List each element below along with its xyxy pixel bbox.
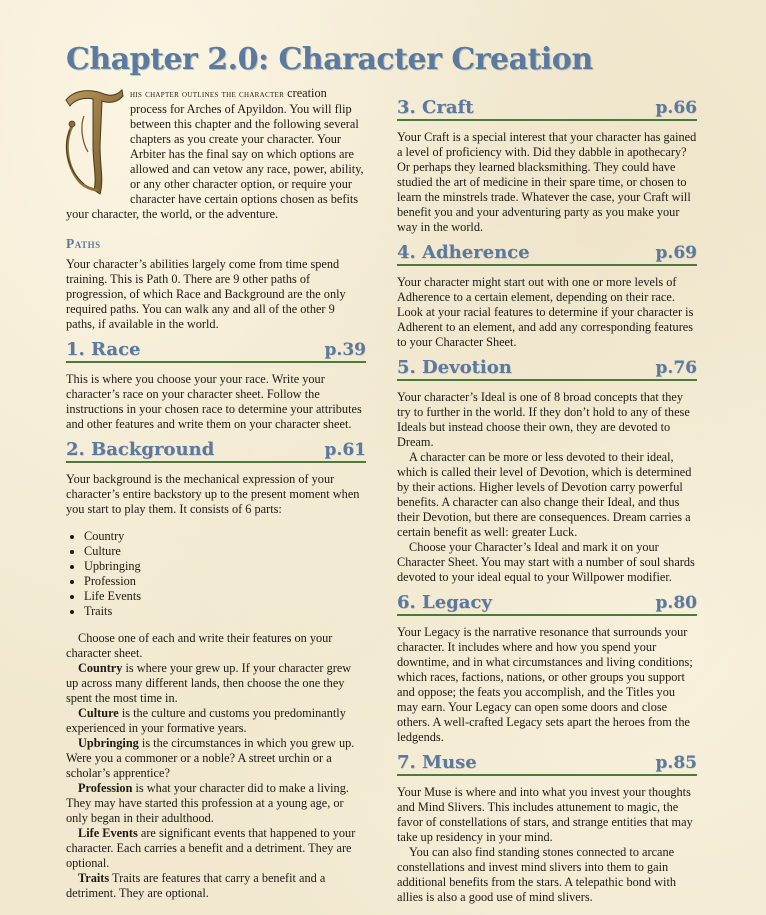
left-column (66, 86, 366, 901)
race-heading (66, 340, 366, 363)
profession-para: Profession is what your character did to make a living. They may have started this profession at a young age, or only began in their adulthood. (66, 781, 349, 825)
legacy-title: 6. Legacy (397, 592, 492, 613)
intro-lead: his chapter outlines the character (130, 89, 285, 100)
list-item: • Profession (84, 574, 366, 589)
craft-text: Your Craft is a special interest that your character has gained a level of proficiency with. Did they dabble in apothecary? Or perhaps they learned blacksmithing. They could have studied the art of medicine in their spare time, or chosen to learn the minstrels trade. Whatever the case, your Craft will benefit you and your adventuring party as you make your way in the world. (397, 130, 697, 234)
legacy-page: p.80 (655, 593, 697, 613)
intro-block (66, 86, 366, 222)
legacy-text: Your Legacy is the narrative resonance that surrounds your character. It includes where and how you spend your downtime, and in what circumstances and living conditions; which races, factions, nations, or other groups you support and oppose; the feats you accomplish, and the Titles you may earn. Your Legacy can open some doors and close others. A well-crafted Legacy sets apart the heroes from the ledgends. (397, 625, 693, 744)
muse-p2: You can also find standing stones connected to arcane constellations and invest mind slivers into them to gain additional benefits from the stars. A telepathic bond with allies is also a good use of mind slivers. (397, 845, 677, 904)
devotion-title: 5. Devotion (397, 357, 512, 378)
devotion-p2: A character can be more or less devoted to their ideal, which is called their level of Devotion, which is determined by their actions. Higher levels of Devotion carry powerful benefits. A character can also change their Ideal, and thus their Devotion, but there are consequences. Dream carries a certain benefit as well: greater Luck. (397, 450, 692, 539)
dropcap-t-icon (60, 86, 126, 198)
background-parts-list (66, 529, 366, 619)
background-title: 2. Background (66, 439, 215, 460)
culture-para: Culture is the culture and customs you predominantly experienced in your formative years. (66, 706, 346, 735)
list-item: • Life Events (84, 589, 366, 604)
devotion-p1: Your character’s Ideal is one of 8 broad concepts that they try to further in the world. If they don’t hold to any of these Ideals but instead choose their own, they are devoted to Dream. (397, 390, 690, 449)
life-events-para: Life Events are significant events that happened to your character. Each carries a benefit and a detriment. They are optional. (66, 826, 356, 870)
muse-heading (397, 753, 697, 776)
craft-heading (397, 98, 697, 121)
list-item: • Upbringing (84, 559, 366, 574)
devotion-heading (397, 358, 697, 381)
adherence-page: p.69 (655, 243, 697, 263)
right-column (397, 98, 697, 905)
paths-text: Your character’s abilities largely come from time spend training. This is Path 0. There are 9 other paths of progression, of which Race and Background are the only required paths. You can walk any and all of the other 9 paths, if available in the world. (66, 257, 346, 331)
upbringing-para: Upbringing is the circumstances in which you grew up. Were you a commoner or a noble? A street urchin or a scholar’s apprentice? (66, 736, 355, 780)
list-item: • Country (84, 529, 366, 544)
background-after: Choose one of each and write their features on your character sheet. (66, 631, 333, 660)
legacy-heading (397, 593, 697, 616)
muse-p1: Your Muse is where and into what you invest your thoughts and Mind Slivers. This includes attunement to magic, the favor of constellations of stars, and strange entities that may take up residency in your mind. (397, 785, 693, 844)
traits-para: Traits Traits are features that carry a benefit and a detriment. They are optional. (66, 871, 326, 900)
list-item: • Traits (84, 604, 366, 619)
race-page: p.39 (324, 340, 366, 360)
intro-text: creation process for Arches of Apyildon. You will flip between this chapter and the following several chapters as you create your character. Your Arbiter has the final say on which options are allowed and can vetow any race, power, ability, or any other character option, or require your character have certain options chosen as befits your character, the world, or the adventure. (66, 86, 364, 221)
adherence-title: 4. Adherence (397, 242, 530, 263)
race-text: This is where you choose your your race. Write your character’s race on your character sheet. Follow the instructions in your chosen race to determine your attributes and other features and write them on your character sheet. (66, 372, 362, 431)
muse-page: p.85 (655, 753, 697, 773)
devotion-p3: Choose your Character’s Ideal and mark it on your Character Sheet. You may start with a number of soul shards devoted to your ideal equal to your Willpower modifier. (397, 540, 695, 584)
muse-title: 7. Muse (397, 752, 477, 773)
adherence-heading (397, 243, 697, 266)
background-heading (66, 440, 366, 463)
page-title: Chapter 2.0: Character Creation (66, 42, 593, 77)
craft-page: p.66 (655, 98, 697, 118)
adherence-text: Your character might start out with one or more levels of Adherence to a certain element, depending on their race. Look at your racial features to determine if your character is Adherent to an element, and add any corresponding features to your Character Sheet. (397, 275, 694, 349)
paths-heading: Paths (66, 236, 101, 251)
craft-title: 3. Craft (397, 97, 474, 118)
background-text: Your background is the mechanical expression of your character’s entire backstory up to the present moment when you start to play them. It consists of 6 parts: (66, 472, 360, 516)
background-page: p.61 (324, 440, 366, 460)
devotion-page: p.76 (655, 358, 697, 378)
country-para: Country is where your grew up. If your character grew up across many different lands, then choose the one they spent the most time in. (66, 661, 352, 705)
list-item: • Culture (84, 544, 366, 559)
race-title: 1. Race (66, 339, 141, 360)
